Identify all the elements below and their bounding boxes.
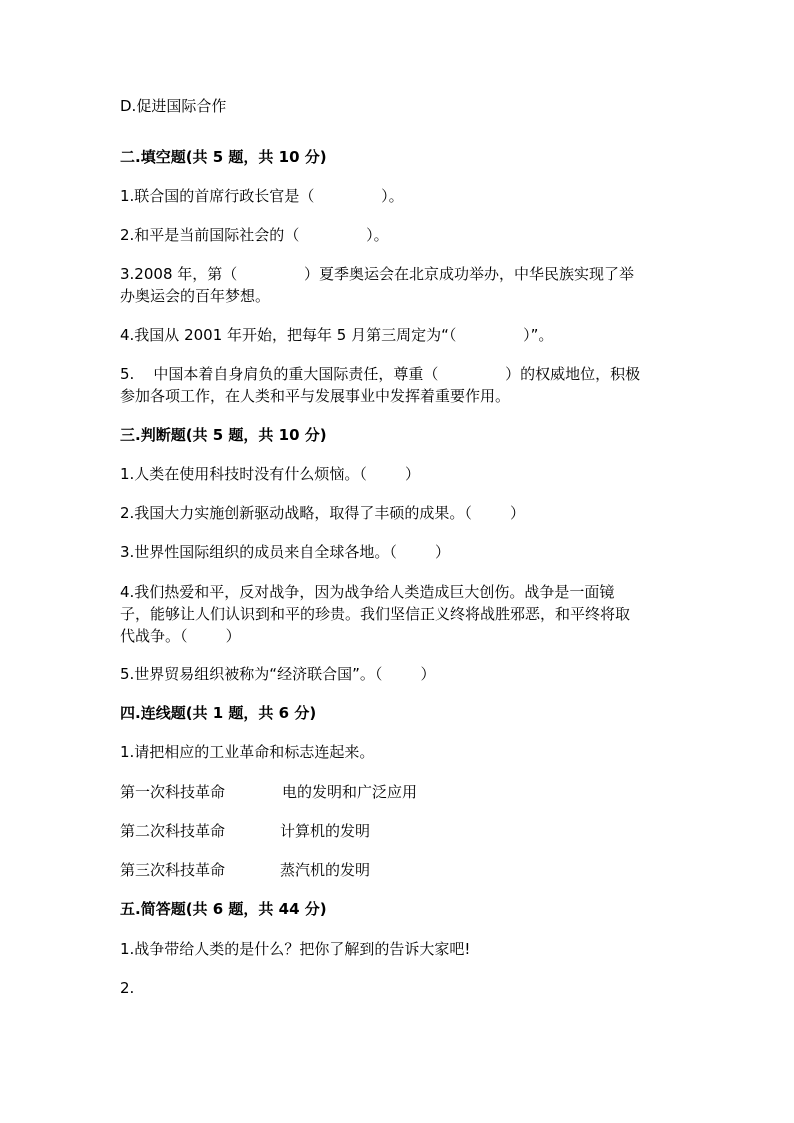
judge-question-4-line1: 4.我们热爱和平，反对战争，因为战争给人类造成巨大创伤。战争是一面镜 <box>120 583 615 601</box>
fill-question-4: 4.我国从 2001 年开始，把每年 5 月第三周定为“（ ）”。 <box>120 326 554 344</box>
section-heading-true-false: 三.判断题(共 5 题，共 10 分) <box>120 426 327 444</box>
section-heading-matching: 四.连线题(共 1 题，共 6 分) <box>120 704 317 722</box>
fill-question-5-line2: 参加各项工作，在人类和平与发展事业中发挥着重要作用。 <box>120 387 511 405</box>
matching-left-3: 第三次科技革命 <box>120 861 226 879</box>
judge-question-1: 1.人类在使用科技时没有什么烦恼。（ ） <box>120 465 420 483</box>
judge-question-2: 2.我国大力实施创新驱动战略，取得了丰硕的成果。（ ） <box>120 504 525 522</box>
matching-right-3: 蒸汽机的发明 <box>280 861 371 879</box>
judge-question-4-line3: 代战争。（ ） <box>120 627 241 645</box>
fill-question-3-line2: 办奥运会的百年梦想。 <box>120 287 271 305</box>
matching-question: 1.请把相应的工业革命和标志连起来。 <box>120 743 375 761</box>
matching-right-2: 计算机的发明 <box>280 822 371 840</box>
matching-left-2: 第二次科技革命 <box>120 822 226 840</box>
fill-question-1: 1.联合国的首席行政长官是（ ）。 <box>120 187 404 205</box>
fill-question-2: 2.和平是当前国际社会的（ ）。 <box>120 226 389 244</box>
section-heading-fill-in: 二.填空题(共 5 题，共 10 分) <box>120 148 327 166</box>
judge-question-5: 5.世界贸易组织被称为“经济联合国”。（ ） <box>120 665 436 683</box>
short-answer-question-1: 1.战争带给人类的是什么？把你了解到的告诉大家吧! <box>120 940 471 958</box>
matching-right-1: 电的发明和广泛应用 <box>282 783 418 801</box>
short-answer-question-2: 2. <box>120 979 135 997</box>
judge-question-3: 3.世界性国际组织的成员来自全球各地。（ ） <box>120 543 450 561</box>
fill-question-3-line1: 3.2008 年，第（ ）夏季奥运会在北京成功举办，中华民族实现了举 <box>120 265 635 283</box>
section-heading-short-answer: 五.简答题(共 6 题，共 44 分) <box>120 900 327 918</box>
d-option: D.促进国际合作 <box>120 97 227 115</box>
fill-question-5-line1: 5. 中国本着自身肩负的重大国际责任，尊重（ ）的权威地位，积极 <box>120 365 641 383</box>
matching-left-1: 第一次科技革命 <box>120 783 226 801</box>
judge-question-4-line2: 子，能够让人们认识到和平的珍贵。我们坚信正义终将战胜邪恶，和平终将取 <box>120 605 631 623</box>
